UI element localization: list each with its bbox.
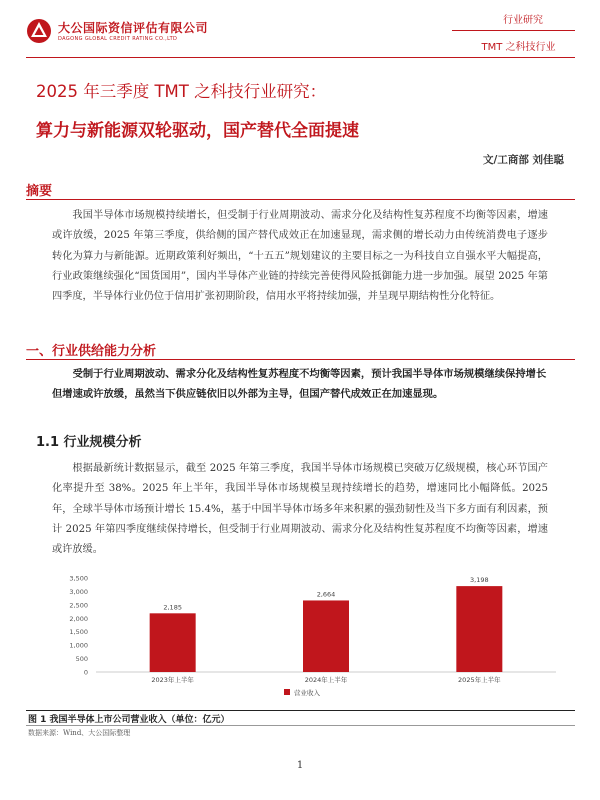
y-tick-label: 0 — [83, 668, 88, 677]
abstract-heading: 摘要 — [26, 184, 53, 199]
header-divider — [452, 30, 575, 31]
figure-caption: 图 1 我国半导体上市公司营业收入（单位：亿元） — [28, 715, 230, 725]
section-heading: 一、行业供给能力分析 — [26, 344, 157, 359]
x-tick-label: 2024年上半年 — [304, 676, 348, 684]
subsection-paragraph: 根据最新统计数据显示，截至 2025 年第三季度，我国半导体市场规模已突破万亿级规模，核心环节国产化率提升至 38%。2025 年上半年，我国半导体市场规模呈现持续增长的趋势，增速同比小幅降低。2025 年，全球半导体市场预计增长 15.4%，基于中国半导体市场多年来积累的强劲韧性及当下多方面有利因素，预计 2025 年第四季度继续保持增长，但受制于行业周期波动、需求分化及结构性复苏程度不均衡等因素，增速或许放缓。 — [52, 463, 548, 556]
abstract-rule — [26, 199, 575, 200]
revenue-bar-chart — [26, 570, 575, 710]
report-title: 2025 年三季度 TMT 之科技行业研究： — [36, 82, 327, 101]
figure-rule — [26, 710, 575, 711]
y-tick-label: 1,000 — [69, 641, 88, 650]
y-tick-label: 2,000 — [69, 614, 88, 623]
bar-value-label: 2,185 — [163, 603, 182, 612]
report-subtitle: 算力与新能源双轮驱动，国产替代全面提速 — [36, 121, 359, 141]
bar-value-label: 2,664 — [316, 590, 336, 599]
y-tick-label: 3,000 — [69, 587, 88, 596]
y-tick-label: 500 — [75, 655, 88, 664]
page-number: 1 — [296, 760, 304, 771]
author-line: 文/工商部 刘佳聪 — [483, 154, 564, 166]
x-tick-label: 2025年上半年 — [458, 676, 501, 684]
brand-name-en: DAGONG GLOBAL CREDIT RATING CO.,LTD — [58, 36, 178, 42]
header-rule — [26, 57, 575, 58]
legend-swatch — [284, 689, 290, 695]
header-subcategory: TMT 之科技行业 — [481, 42, 556, 53]
subsection-heading: 1.1 行业规模分析 — [36, 435, 142, 450]
y-tick-label: 2,500 — [69, 601, 88, 610]
bar — [456, 586, 502, 672]
bar — [303, 600, 349, 672]
y-tick-label: 3,500 — [69, 574, 88, 583]
header-category: 行业研究 — [503, 15, 543, 26]
abstract-paragraph: 我国半导体市场规模持续增长，但受制于行业周期波动、需求分化及结构性复苏程度不均衡等因素，增速或许放缓，2025 年第三季度，供给侧的国产替代成效正在加速显现，需求侧的增长动力由传统消费电子逐步转化为算力与新能源。近期政策利好频出，“十五五”规划建议的主要目标之一为科技自立自强水平大幅提高，行业政策继续强化“国货国用”，国内半导体产业链的持续完善使得风险抵御能力进一步加强。展望 2025 年第四季度，半导体行业仍位于信用扩张初期阶段，信用水平将持续加强，并呈现早期结构性分化特征。 — [52, 210, 548, 303]
section-rule — [26, 359, 575, 360]
section-summary-paragraph: 受制于行业周期波动、需求分化及结构性复苏程度不均衡等因素，预计我国半导体市场规模继续保持增长但增速或许放缓，虽然当下供应链依旧以外部为主导，但国产替代成效正在加速显现。 — [52, 368, 547, 401]
brand-name-cn: 大公国际资信评估有限公司 — [58, 21, 209, 35]
bar — [150, 613, 196, 672]
figure-caption-rule — [26, 725, 575, 726]
x-tick-label: 2023年上半年 — [151, 676, 194, 684]
y-tick-label: 1,500 — [69, 628, 88, 637]
dagong-logo-icon — [26, 18, 52, 44]
bar-value-label: 3,198 — [470, 576, 489, 585]
figure-source: 数据来源：Wind、大公国际整理 — [28, 729, 131, 737]
legend-label: 营业收入 — [294, 689, 320, 697]
